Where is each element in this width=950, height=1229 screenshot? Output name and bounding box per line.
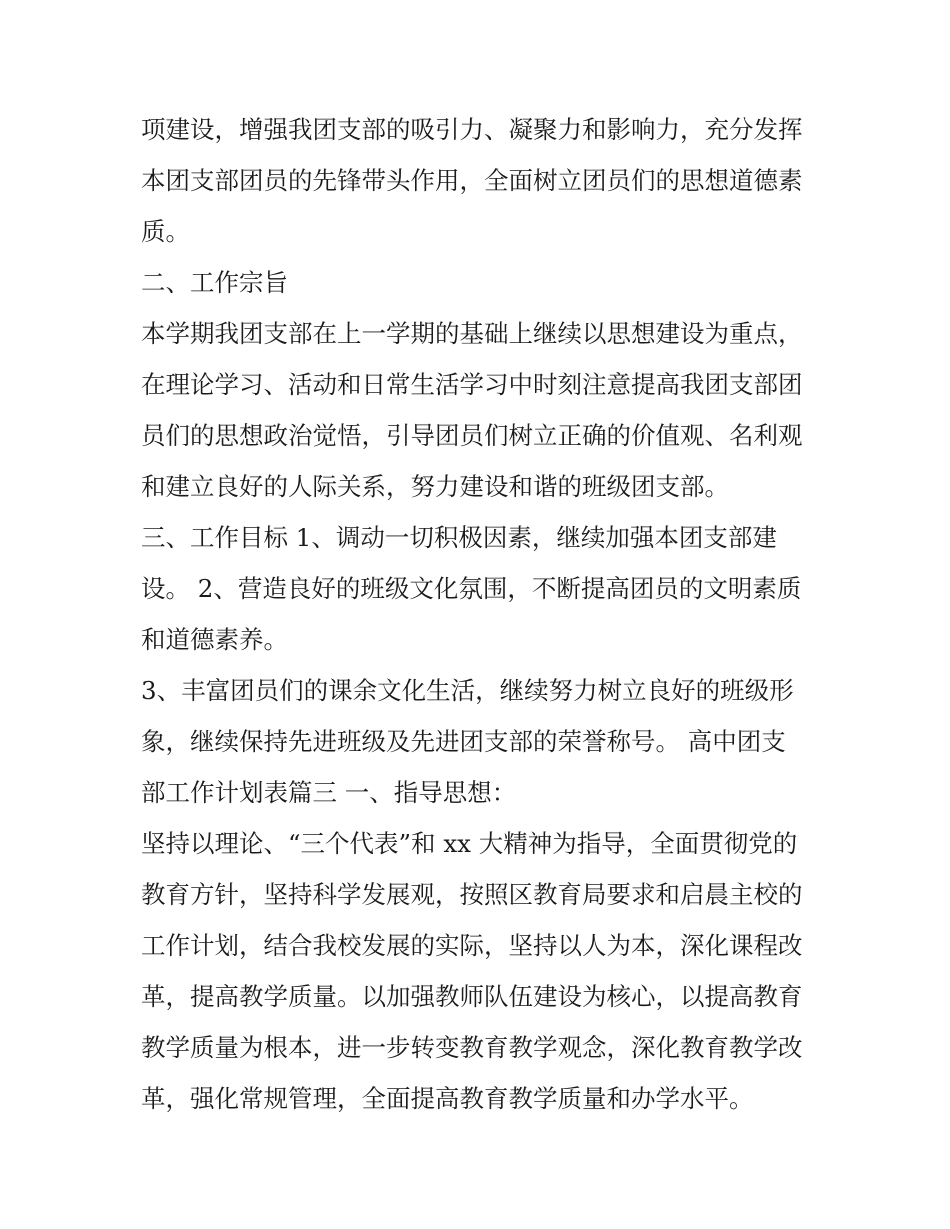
- text-line: 在理论学习、活动和日常生活学习中时刻注意提高我团支部团: [141, 370, 803, 399]
- text-line: 工作计划，结合我校发展的实际，坚持以人为本，深化课程改: [141, 931, 803, 960]
- text-line: 设。 2、营造良好的班级文化氛围，不断提高团员的文明素质: [141, 574, 802, 603]
- text-line: 本学期我团支部在上一学期的基础上继续以思想建设为重点，: [141, 319, 803, 348]
- text-line: 革，提高教学质量。以加强教师队伍建设为核心，以提高教育: [141, 982, 803, 1011]
- text-line: 和建立良好的人际关系，努力建设和谐的班级团支部。: [141, 472, 729, 501]
- text-line: 本团支部团员的先锋带头作用，全面树立团员们的思想道德素: [141, 166, 803, 195]
- section-heading: 二、工作宗旨: [141, 268, 288, 297]
- text-line: 项建设，增强我团支部的吸引力、凝聚力和影响力，充分发挥: [141, 115, 803, 144]
- text-line: 革，强化常规管理，全面提高教育教学质量和办学水平。: [141, 1084, 754, 1113]
- text-line: 3、丰富团员们的课余文化生活，继续努力树立良好的班级形: [141, 676, 794, 705]
- text-line: 部工作计划表篇三 一、指导思想：: [141, 778, 517, 807]
- text-line: 三、工作目标 1、调动一切积极因素，继续加强本团支部建: [141, 523, 777, 552]
- document-body: [141, 104, 821, 1124]
- text-line: 员们的思想政治觉悟，引导团员们树立正确的价值观、名利观: [141, 421, 803, 450]
- text-line: 和道德素养。: [141, 625, 288, 654]
- text-line: 质。: [141, 217, 190, 246]
- text-line: 坚持以理论、“三个代表”和 xx 大精神为指导，全面贯彻党的: [141, 829, 798, 858]
- text-line: 象，继续保持先进班级及先进团支部的荣誉称号。 高中团支: [141, 727, 786, 756]
- text-line: 教学质量为根本，进一步转变教育教学观念，深化教育教学改: [141, 1033, 803, 1062]
- text-line: 教育方针，坚持科学发展观，按照区教育局要求和启晨主校的: [141, 880, 803, 909]
